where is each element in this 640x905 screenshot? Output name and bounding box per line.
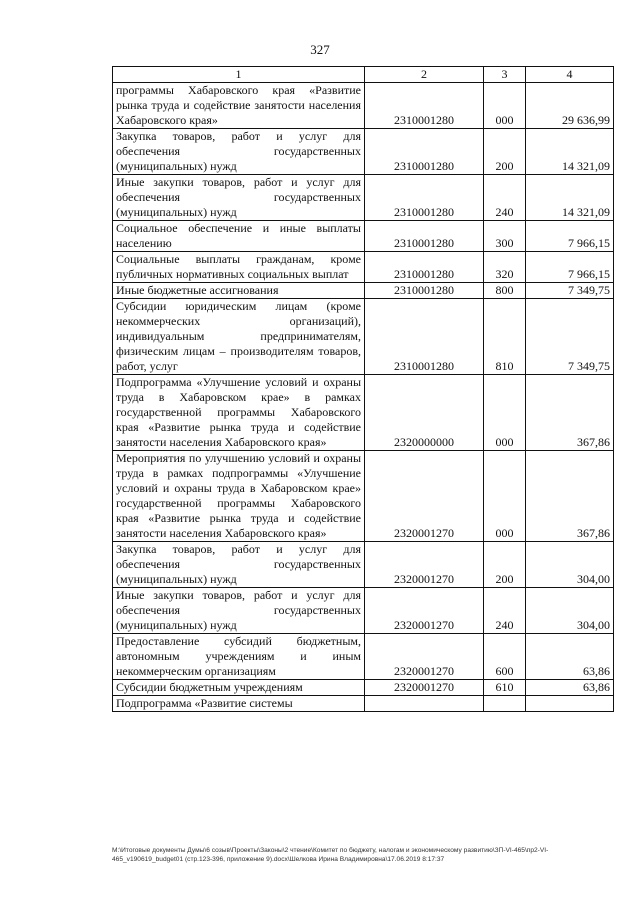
- row-expense-type: 240: [484, 175, 526, 221]
- row-expense-type: 000: [484, 83, 526, 129]
- row-amount: 304,00: [526, 588, 614, 634]
- row-amount: 7 349,75: [526, 299, 614, 375]
- table-row: [113, 696, 614, 712]
- table-row: [113, 680, 614, 696]
- row-expense-type: 240: [484, 588, 526, 634]
- row-target-code: 2310001280: [365, 283, 484, 299]
- table-row: [113, 283, 614, 299]
- table-row: [113, 634, 614, 680]
- row-name: Иные бюджетные ассигнования: [113, 283, 365, 299]
- table-row: [113, 252, 614, 283]
- row-amount: 304,00: [526, 542, 614, 588]
- row-amount: 29 636,99: [526, 83, 614, 129]
- row-target-code: 2320001270: [365, 680, 484, 696]
- row-name: Субсидии бюджетным учреждениям: [113, 680, 365, 696]
- row-expense-type: 300: [484, 221, 526, 252]
- row-expense-type: 200: [484, 129, 526, 175]
- row-name: Предоставление субсидий бюджетным, автономным учреждениям и иным некоммерческим организациям: [113, 634, 365, 680]
- header-col-1: 1: [113, 67, 365, 83]
- row-target-code: 2310001280: [365, 175, 484, 221]
- row-target-code: 2310001280: [365, 299, 484, 375]
- row-amount: 14 321,09: [526, 175, 614, 221]
- row-target-code: 2320001270: [365, 542, 484, 588]
- row-name: Мероприятия по улучшению условий и охраны труда в рамках подпрограммы «Улучшение условий и охраны труда в Хабаровском крае» государственной программы Хабаровского края «Развитие рынка труда и содействие занятости населения Хабаровского края»: [113, 451, 365, 542]
- row-expense-type: 800: [484, 283, 526, 299]
- budget-table: [112, 66, 614, 712]
- header-col-4: 4: [526, 67, 614, 83]
- row-target-code: 2320001270: [365, 451, 484, 542]
- table-row: [113, 175, 614, 221]
- row-expense-type: [484, 696, 526, 712]
- row-target-code: 2310001280: [365, 221, 484, 252]
- row-amount: 7 349,75: [526, 283, 614, 299]
- table-row: [113, 542, 614, 588]
- row-amount: [526, 696, 614, 712]
- row-target-code: 2310001280: [365, 83, 484, 129]
- row-name: Иные закупки товаров, работ и услуг для обеспечения государственных (муниципальных) нужд: [113, 588, 365, 634]
- row-name: Социальное обеспечение и иные выплаты населению: [113, 221, 365, 252]
- row-name: Подпрограмма «Развитие системы: [113, 696, 365, 712]
- row-expense-type: 610: [484, 680, 526, 696]
- table-row: [113, 588, 614, 634]
- table-row: [113, 221, 614, 252]
- table-row: [113, 299, 614, 375]
- row-target-code: 2310001280: [365, 129, 484, 175]
- row-amount: 367,86: [526, 375, 614, 451]
- row-target-code: 2320001270: [365, 588, 484, 634]
- header-col-2: 2: [365, 67, 484, 83]
- row-name: Иные закупки товаров, работ и услуг для обеспечения государственных (муниципальных) нужд: [113, 175, 365, 221]
- table-row: [113, 375, 614, 451]
- row-amount: 63,86: [526, 634, 614, 680]
- row-name: Закупка товаров, работ и услуг для обеспечения государственных (муниципальных) нужд: [113, 129, 365, 175]
- row-name: программы Хабаровского края «Развитие рынка труда и содействие занятости населения Хабаровского края»: [113, 83, 365, 129]
- document-path-footer: M:\Итоговые документы Думы\6 созыв\Проекты\Законы\2 чтение\Комитет по бюджету, налогам и экономическому развитию\ЗП-VI-465\пр2-VI-465_v190619_budget01 (стр.123-396, приложение 9).docx\Шелкова Ирина Владимировна\17.06.2019 8:17:37: [112, 847, 549, 863]
- row-target-code: 2310001280: [365, 252, 484, 283]
- row-amount: 14 321,09: [526, 129, 614, 175]
- page-number: 327: [310, 42, 330, 57]
- row-amount: 367,86: [526, 451, 614, 542]
- row-expense-type: 000: [484, 451, 526, 542]
- row-name: Подпрограмма «Улучшение условий и охраны труда в Хабаровском крае» в рамках государственной программы Хабаровского края «Развитие рынка труда и содействие занятости населения Хабаровского края»: [113, 375, 365, 451]
- row-name: Закупка товаров, работ и услуг для обеспечения государственных (муниципальных) нужд: [113, 542, 365, 588]
- row-expense-type: 810: [484, 299, 526, 375]
- row-amount: 7 966,15: [526, 252, 614, 283]
- table-row: [113, 129, 614, 175]
- row-name: Субсидии юридическим лицам (кроме некоммерческих организаций), индивидуальным предпринимателям, физическим лицам – производителям товаров, работ, услуг: [113, 299, 365, 375]
- row-amount: 63,86: [526, 680, 614, 696]
- row-amount: 7 966,15: [526, 221, 614, 252]
- table-row: [113, 83, 614, 129]
- row-expense-type: 000: [484, 375, 526, 451]
- row-expense-type: 600: [484, 634, 526, 680]
- table-row: [113, 451, 614, 542]
- row-target-code: [365, 696, 484, 712]
- table-header-row: [113, 67, 614, 83]
- row-name: Социальные выплаты гражданам, кроме публичных нормативных социальных выплат: [113, 252, 365, 283]
- row-target-code: 2320001270: [365, 634, 484, 680]
- header-col-3: 3: [484, 67, 526, 83]
- row-target-code: 2320000000: [365, 375, 484, 451]
- row-expense-type: 320: [484, 252, 526, 283]
- row-expense-type: 200: [484, 542, 526, 588]
